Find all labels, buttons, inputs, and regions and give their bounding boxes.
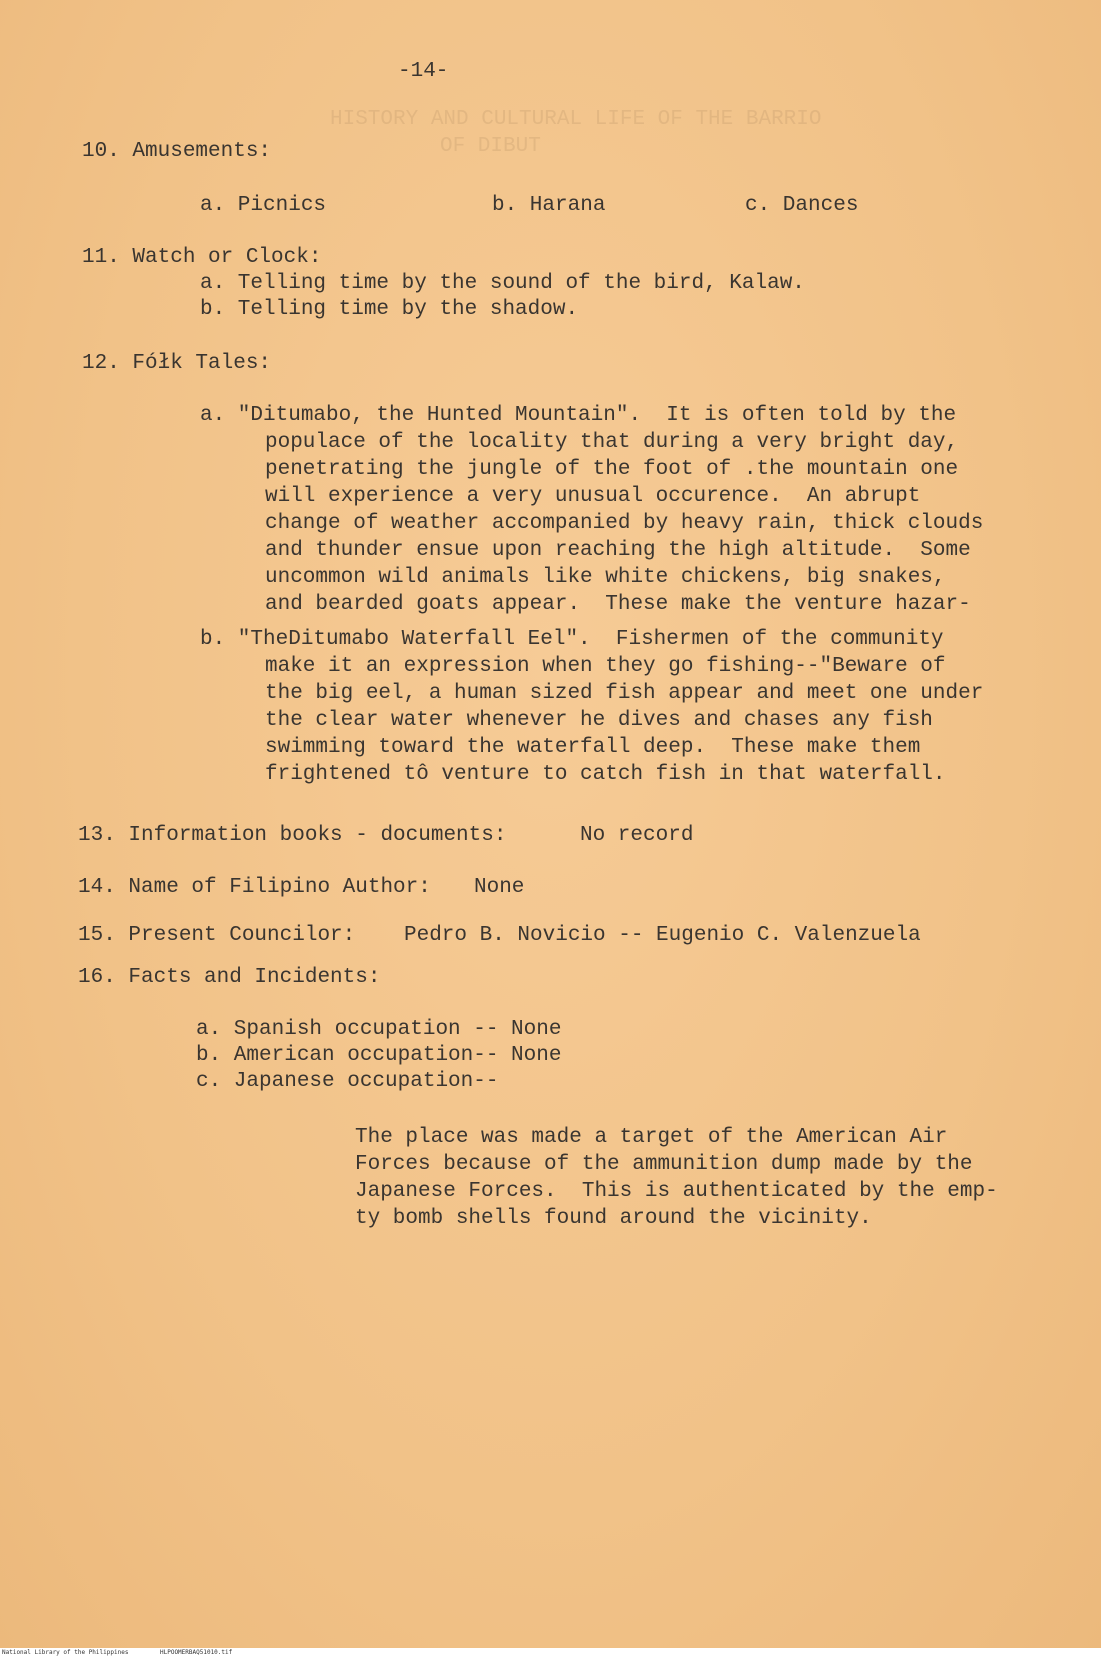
- section-16-heading: 16. Facts and Incidents:: [78, 966, 381, 989]
- amusement-item: a. Picnics: [200, 194, 327, 217]
- incident-note-line: Japanese Forces. This is authenticated by the emp-: [355, 1180, 998, 1203]
- tale-b-line: b. "TheDitumabo Waterfall Eel". Fishermen of the community: [200, 628, 944, 651]
- page-number: -14-: [398, 60, 449, 83]
- amusement-item: b. Harana: [492, 194, 606, 217]
- section-14-heading: 14. Name of Filipino Author:: [78, 876, 431, 899]
- section-11-heading: 11. Watch or Clock:: [82, 246, 322, 269]
- tale-b-line: the big eel, a human sized fish appear and meet one under: [265, 682, 984, 705]
- section-13-heading: 13. Information books - documents:: [78, 824, 507, 847]
- tale-b-line: make it an expression when they go fishing--"Beware of: [265, 655, 946, 678]
- incident-note-line: ty bomb shells found around the vicinity.: [355, 1207, 872, 1230]
- footer-filename: HLPOOMERBAQ51010.tif: [160, 1649, 233, 1656]
- incident-item: b. American occupation-- None: [196, 1044, 562, 1067]
- clock-item: a. Telling time by the sound of the bird, Kalaw.: [200, 272, 805, 295]
- incident-item: c. Japanese occupation--: [196, 1070, 499, 1093]
- incident-item: a. Spanish occupation -- None: [196, 1018, 562, 1041]
- tale-a-line: penetrating the jungle of the foot of .the mountain one: [265, 458, 959, 481]
- tale-a-line: and thunder ensue upon reaching the high altitude. Some: [265, 539, 971, 562]
- tale-a-line: a. "Ditumabo, the Hunted Mountain". It is often told by the: [200, 404, 957, 427]
- incident-note-line: The place was made a target of the American Air: [355, 1126, 948, 1149]
- tale-b-line: the clear water whenever he dives and chases any fish: [265, 709, 933, 732]
- tale-a-line: populace of the locality that during a very bright day,: [265, 431, 959, 454]
- clock-item: b. Telling time by the shadow.: [200, 298, 579, 321]
- amusement-item: c. Dances: [745, 194, 859, 217]
- section-13-value: No record: [580, 824, 694, 847]
- tale-a-line: change of weather accompanied by heavy rain, thick clouds: [265, 512, 984, 535]
- tale-a-line: and bearded goats appear. These make the venture hazar-: [265, 593, 971, 616]
- footer-source: National Library of the Philippines: [2, 1649, 129, 1656]
- tale-a-line: uncommon wild animals like white chickens, big snakes,: [265, 566, 946, 589]
- section-15-value: Pedro B. Novicio -- Eugenio C. Valenzuela: [404, 924, 921, 947]
- incident-note-line: Forces because of the ammunition dump made by the: [355, 1153, 973, 1176]
- bleed-through-text: HISTORY AND CULTURAL LIFE OF THE BARRIO: [330, 108, 822, 131]
- scan-footer: [0, 1648, 1101, 1658]
- tale-b-line: swimming toward the waterfall deep. These make them: [265, 736, 921, 759]
- tale-b-line: frightened tô venture to catch fish in that waterfall.: [265, 763, 946, 786]
- section-14-value: None: [474, 876, 525, 899]
- tale-a-line: will experience a very unusual occurence. An abrupt: [265, 485, 921, 508]
- section-15-heading: 15. Present Councilor:: [78, 924, 356, 947]
- section-12-heading: 12. Fółk Tales:: [82, 352, 272, 375]
- bleed-through-text: OF DIBUT: [440, 135, 541, 158]
- section-10-heading: 10. Amusements:: [82, 140, 272, 163]
